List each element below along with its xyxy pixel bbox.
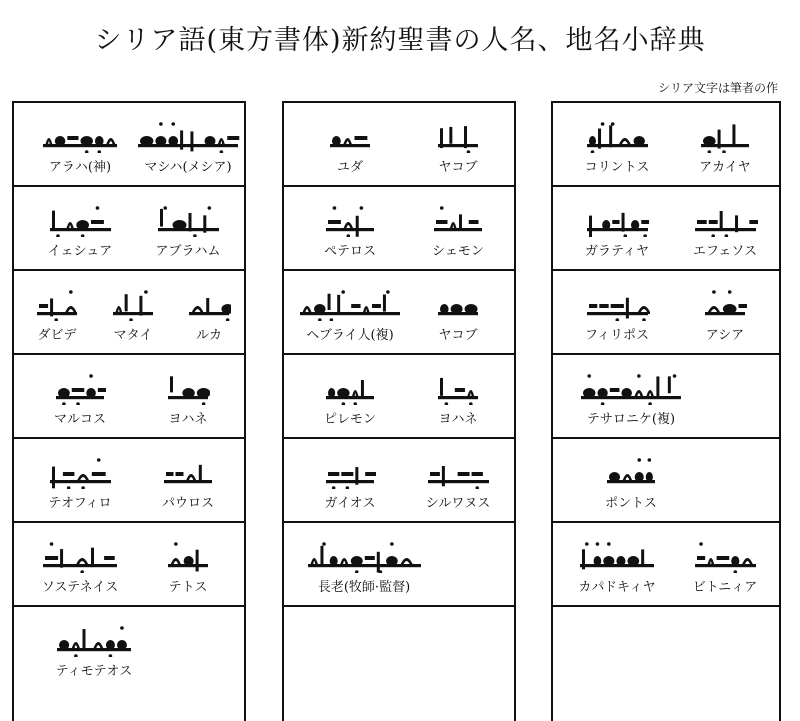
japanese-name-label: エフェソス (692, 244, 758, 259)
japanese-name-label: ユダ (336, 160, 363, 175)
japanese-name-label: アシア (705, 328, 745, 343)
syriac-word-image (426, 447, 491, 489)
name-entry (561, 271, 673, 355)
dictionary-cell (553, 271, 779, 355)
dictionary-cell (14, 439, 244, 523)
dictionary-cell (14, 355, 244, 439)
japanese-name-label: ティモテオス (55, 664, 133, 679)
syriac-word-image (48, 195, 113, 237)
syriac-word-image (111, 279, 155, 321)
syriac-word-image (436, 111, 480, 153)
name-entry (132, 187, 244, 271)
dictionary-cell (284, 607, 514, 691)
dictionary-cell (553, 523, 779, 607)
syriac-word-image (306, 531, 423, 573)
syriac-word-image (432, 195, 484, 237)
syriac-word-image (693, 195, 758, 237)
japanese-name-label: フィリポス (585, 328, 649, 343)
syriac-word-image (324, 363, 376, 405)
japanese-name-label: ルカ (195, 328, 222, 343)
name-entry (669, 187, 781, 271)
syriac-word-image (41, 111, 119, 153)
syriac-word-image (585, 195, 650, 237)
name-entry (669, 271, 781, 355)
syriac-word-image (162, 447, 214, 489)
name-entry (294, 439, 406, 523)
name-column-places (551, 101, 781, 721)
name-entry (18, 271, 96, 355)
syriac-word-image (298, 279, 402, 321)
name-entry (24, 607, 164, 691)
dictionary-cell (284, 355, 514, 439)
name-entry (132, 523, 244, 607)
japanese-name-label: マシハ(メシア) (144, 160, 232, 175)
dictionary-cell (14, 103, 244, 187)
japanese-name-label: ヤコブ (438, 160, 478, 175)
syriac-word-image (703, 279, 747, 321)
name-entry (132, 103, 244, 187)
japanese-name-label: イェシュア (47, 244, 113, 259)
japanese-name-label: ガイオス (324, 496, 376, 511)
japanese-name-label: テサロニケ(複) (586, 412, 676, 427)
syriac-word-image (55, 615, 133, 657)
name-entry (94, 271, 172, 355)
name-entry (294, 271, 406, 355)
syriac-word-image (693, 531, 758, 573)
syriac-word-image (156, 195, 221, 237)
name-entry (24, 523, 136, 607)
syriac-word-image (54, 363, 106, 405)
japanese-name-label: コリントス (584, 160, 650, 175)
dictionary-cell (553, 439, 779, 523)
japanese-name-label: アブラハム (155, 244, 221, 259)
name-entry (294, 355, 406, 439)
syriac-word-image (187, 279, 231, 321)
syriac-word-image (585, 279, 650, 321)
name-entry (402, 271, 514, 355)
syriac-word-image (48, 447, 113, 489)
page-title: シリア語(東方書体)新約聖書の人名、地名小辞典 (94, 25, 706, 56)
japanese-name-label: ピレモン (323, 412, 376, 427)
name-entry (294, 103, 406, 187)
syriac-word-image (41, 531, 119, 573)
name-entry (24, 355, 136, 439)
name-entry (24, 439, 136, 523)
name-entry (294, 187, 406, 271)
japanese-name-label: ビトニィア (692, 580, 758, 595)
name-entry (24, 103, 136, 187)
name-entry (402, 355, 514, 439)
name-entry (402, 103, 514, 187)
japanese-name-label: ヘブライ人(複) (306, 328, 394, 343)
dictionary-cell (14, 607, 244, 691)
name-entry (669, 523, 781, 607)
japanese-name-label: マルコス (53, 412, 106, 427)
japanese-name-label: マタイ (113, 328, 153, 343)
credit-note: シリア文字は筆者の作 (657, 81, 778, 95)
dictionary-cell (284, 271, 514, 355)
japanese-name-label: ソステネイス (41, 580, 119, 595)
japanese-name-label: ガラティヤ (585, 244, 649, 259)
japanese-name-label: アラハ(神) (48, 160, 112, 175)
syriac-word-image (585, 111, 650, 153)
dictionary-cell (14, 187, 244, 271)
japanese-name-label: ポントス (605, 496, 657, 511)
name-column-people (12, 101, 246, 721)
name-entry (561, 103, 673, 187)
name-entry (402, 187, 514, 271)
name-entry (132, 439, 244, 523)
japanese-name-label: ヤコブ (438, 328, 478, 343)
dictionary-cell (553, 187, 779, 271)
syriac-word-image (35, 279, 79, 321)
syriac-word-image (136, 111, 240, 153)
japanese-name-label: パウロス (161, 496, 214, 511)
name-entry (132, 355, 244, 439)
syriac-word-image (324, 195, 376, 237)
syriac-word-image (324, 447, 376, 489)
japanese-name-label: テオフィロ (48, 496, 112, 511)
japanese-name-label: テトス (168, 580, 208, 595)
name-entry (669, 103, 781, 187)
syriac-word-image (699, 111, 751, 153)
syriac-word-image (579, 363, 683, 405)
dictionary-cell (284, 439, 514, 523)
syriac-word-image (605, 447, 657, 489)
name-entry (24, 187, 136, 271)
name-entry (561, 439, 701, 523)
syriac-word-image (436, 363, 480, 405)
japanese-name-label: ダビデ (37, 328, 77, 343)
syriac-word-image (578, 531, 656, 573)
syriac-word-image (166, 363, 210, 405)
syriac-word-image (328, 111, 372, 153)
japanese-name-label: ヨハネ (168, 412, 208, 427)
japanese-name-label: アカイヤ (699, 160, 751, 175)
japanese-name-label: シルワヌス (425, 496, 491, 511)
dictionary-cell (14, 271, 244, 355)
syriac-word-image (436, 279, 480, 321)
japanese-name-label: ペテロス (323, 244, 376, 259)
dictionary-cell (284, 187, 514, 271)
name-entry (402, 439, 514, 523)
japanese-name-label: シェモン (432, 244, 484, 259)
syriac-word-image (166, 531, 210, 573)
name-entry (561, 355, 701, 439)
japanese-name-label: 長老(牧師·監督) (317, 580, 411, 595)
name-entry (561, 187, 673, 271)
japanese-name-label: ヨハネ (438, 412, 478, 427)
dictionary-cell (14, 523, 244, 607)
dictionary-cell (284, 103, 514, 187)
name-entry (294, 523, 434, 607)
name-entry (561, 523, 673, 607)
dictionary-cell (553, 355, 779, 439)
name-column-people-2 (282, 101, 516, 721)
japanese-name-label: カパドキィヤ (578, 580, 656, 595)
dictionary-cell (284, 523, 514, 607)
dictionary-cell (553, 607, 779, 691)
dictionary-cell (553, 103, 779, 187)
name-entry (170, 271, 248, 355)
